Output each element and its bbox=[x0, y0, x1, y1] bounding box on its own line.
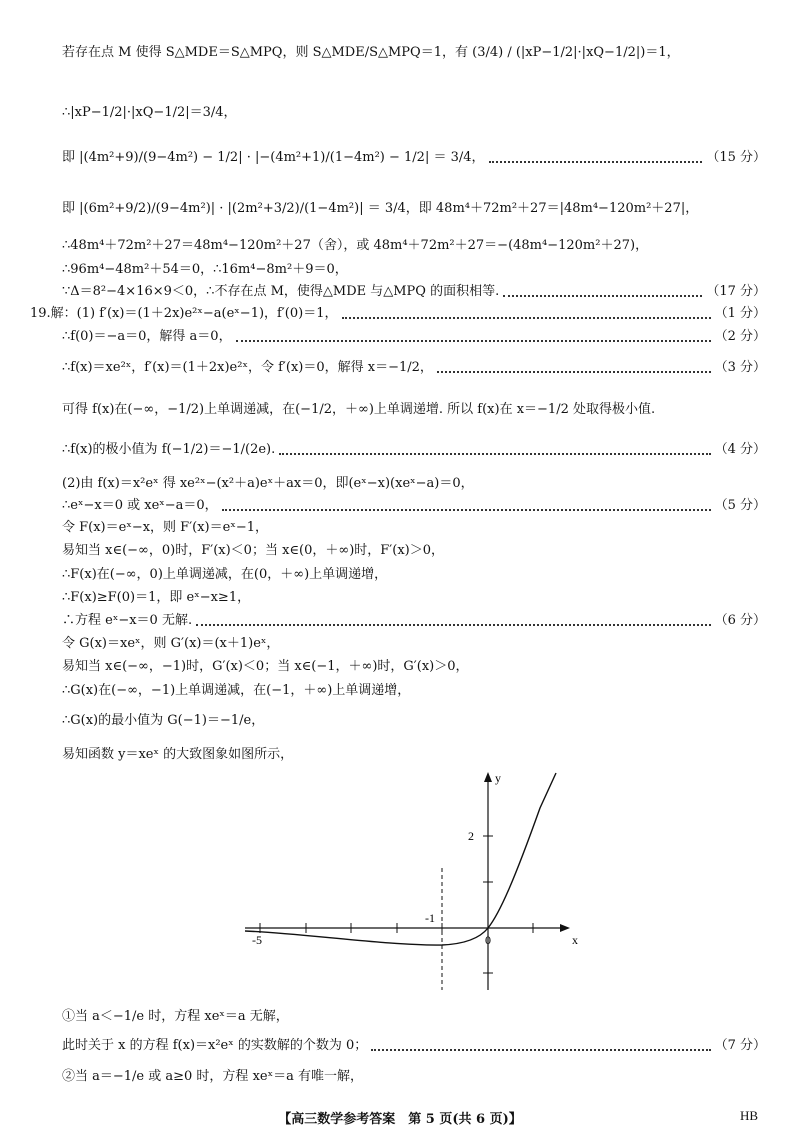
solution-line bbox=[62, 474, 766, 494]
line-text: 易知当 x∈(−∞，0)时，F′(x)＜0；当 x∈(0，＋∞)时，F′(x)＞0， bbox=[62, 542, 444, 558]
line-text: 此时关于 x 的方程 f(x)＝x²eˣ 的实数解的个数为 0； bbox=[62, 1037, 368, 1053]
line-text: ∴eˣ−x＝0 或 xeˣ−a＝0， bbox=[62, 497, 218, 513]
leader-dots bbox=[503, 294, 702, 297]
line-text: ∴F(x)≥F(0)＝1，即 eˣ−x≥1， bbox=[62, 589, 251, 605]
tick-label-minus1: -1 bbox=[425, 911, 435, 925]
solution-line bbox=[62, 706, 766, 736]
solution-line bbox=[62, 236, 766, 256]
line-text: 易知当 x∈(−∞，−1)时，G′(x)＜0；当 x∈(−1，＋∞)时，G′(x)＞0， bbox=[62, 658, 469, 674]
leader-dots bbox=[236, 339, 711, 342]
score-label: （6 分） bbox=[714, 612, 766, 628]
line-text: 可得 f(x)在(−∞，−1/2)上单调递减，在(−1/2，＋∞)上单调递增. 所以 f(x)在 x＝−1/2 处取得极小值. bbox=[62, 401, 656, 417]
leader-dots bbox=[489, 160, 703, 163]
footer-code: HB bbox=[739, 1108, 758, 1123]
solution-line bbox=[30, 304, 766, 324]
solution-line bbox=[62, 260, 766, 280]
line-text: ∴G(x)在(−∞，−1)上单调递减，在(−1，＋∞)上单调递增， bbox=[62, 682, 411, 698]
line-text: 易知函数 y＝xeˣ 的大致图象如图所示， bbox=[62, 746, 294, 762]
score-label: （2 分） bbox=[714, 328, 766, 344]
line-text: 19.解：(1) f′(x)＝(1＋2x)e²ˣ−a(eˣ−1)，f′(0)＝1， bbox=[30, 305, 338, 321]
leader-dots bbox=[371, 1048, 710, 1051]
solution-line bbox=[62, 588, 766, 608]
solution-line bbox=[62, 1000, 766, 1034]
solution-line bbox=[62, 565, 766, 585]
line-text: 即 |(4m²+9)/(9−4m²) − 1/2| · |−(4m²+1)/(1−4m²) − 1/2| ＝ 3/4， bbox=[62, 149, 485, 165]
line-text: ②当 a＝−1/e 或 a≥0 时，方程 xeˣ＝a 有唯一解， bbox=[62, 1068, 363, 1084]
solution-line bbox=[62, 327, 766, 347]
y-axis-arrow bbox=[484, 772, 492, 782]
tick-label-2: 2 bbox=[468, 829, 474, 843]
score-label: （17 分） bbox=[706, 283, 766, 299]
solution-line bbox=[62, 138, 766, 178]
solution-line bbox=[62, 518, 766, 538]
line-text: ∵Δ＝8²−4×16×9＜0，∴不存在点 M，使得△MDE 与△MPQ 的面积相等. bbox=[62, 283, 500, 299]
solution-line bbox=[62, 98, 766, 128]
line-text: ∴f(x)的极小值为 f(−1/2)＝−1/(2e). bbox=[62, 441, 276, 457]
line-text: 令 F(x)＝eˣ−x，则 F′(x)＝eˣ−1， bbox=[62, 519, 269, 535]
leader-dots bbox=[196, 623, 710, 626]
line-text: ∴|xP−1/2|·|xQ−1/2|＝3/4， bbox=[62, 104, 237, 120]
line-text: 若存在点 M 使得 S△MDE＝S△MPQ，则 S△MDE/S△MPQ＝1，有 (3/4) / (|xP−1/2|·|xQ−1/2|)＝1， bbox=[62, 44, 680, 60]
solution-line bbox=[62, 611, 766, 631]
line-text: ∴G(x)的最小值为 G(−1)＝−1/e， bbox=[62, 712, 265, 728]
score-label: （15 分） bbox=[706, 149, 766, 165]
line-text: ∴f(x)＝xe²ˣ，f′(x)＝(1＋2x)e²ˣ，令 f′(x)＝0，解得 x＝−1/2， bbox=[62, 359, 433, 375]
solution-line bbox=[62, 20, 766, 86]
line-text: ①当 a＜−1/e 时，方程 xeˣ＝a 无解， bbox=[62, 1008, 289, 1024]
score-label: （3 分） bbox=[714, 359, 766, 375]
solution-line bbox=[62, 282, 766, 302]
line-text: ∴f(0)＝−a＝0，解得 a＝0， bbox=[62, 328, 232, 344]
origin-label: 0 bbox=[485, 933, 491, 947]
solution-line bbox=[62, 393, 766, 427]
line-text: ∴96m⁴−48m²＋54＝0，∴16m⁴−8m²＋9＝0， bbox=[62, 261, 348, 277]
solution-line bbox=[62, 1060, 766, 1094]
x-axis-label: x bbox=[572, 933, 578, 947]
solution-line bbox=[62, 541, 766, 561]
leader-dots bbox=[342, 316, 711, 319]
score-label: （1 分） bbox=[714, 305, 766, 321]
leader-dots bbox=[437, 370, 711, 373]
solution-line bbox=[62, 433, 766, 467]
page-footer: 【高三数学参考答案 第 5 页(共 6 页)】 bbox=[278, 1112, 522, 1127]
solution-line bbox=[62, 352, 766, 384]
tick-label-minus5: -5 bbox=[252, 933, 262, 947]
leader-dots bbox=[222, 508, 711, 511]
solution-line bbox=[62, 681, 766, 701]
solution-line bbox=[62, 496, 766, 516]
solution-line bbox=[62, 634, 766, 654]
solution-line bbox=[62, 1036, 766, 1056]
x-axis-arrow bbox=[560, 924, 570, 932]
solution-line bbox=[62, 745, 766, 765]
line-text: ∴F(x)在(−∞，0)上单调递减，在(0，＋∞)上单调递增， bbox=[62, 566, 388, 582]
line-text: 即 |(6m²+9/2)/(9−4m²)| · |(2m²+3/2)/(1−4m²)| ＝ 3/4，即 48m⁴＋72m²＋27＝|48m⁴−120m²＋27|， bbox=[62, 200, 699, 216]
curve-xex bbox=[245, 773, 556, 945]
score-label: （5 分） bbox=[714, 497, 766, 513]
line-text: (2)由 f(x)＝x²eˣ 得 xe²ˣ−(x²＋a)eˣ＋ax＝0，即(eˣ−x)(xeˣ−a)＝0， bbox=[62, 475, 474, 491]
solution-line bbox=[62, 657, 766, 677]
line-text: ∴方程 eˣ−x＝0 无解. bbox=[62, 612, 193, 628]
line-text: 令 G(x)＝xeˣ，则 G′(x)＝(x＋1)eˣ， bbox=[62, 635, 280, 651]
score-label: （4 分） bbox=[714, 441, 766, 457]
y-axis-label: y bbox=[495, 771, 501, 785]
leader-dots bbox=[279, 452, 710, 455]
line-text: ∴48m⁴＋72m²＋27＝48m⁴−120m²＋27（舍），或 48m⁴＋72m²＋27＝−(48m⁴−120m²＋27)， bbox=[62, 237, 649, 253]
function-graph bbox=[240, 768, 580, 993]
score-label: （7 分） bbox=[714, 1037, 766, 1053]
solution-line bbox=[62, 185, 766, 233]
